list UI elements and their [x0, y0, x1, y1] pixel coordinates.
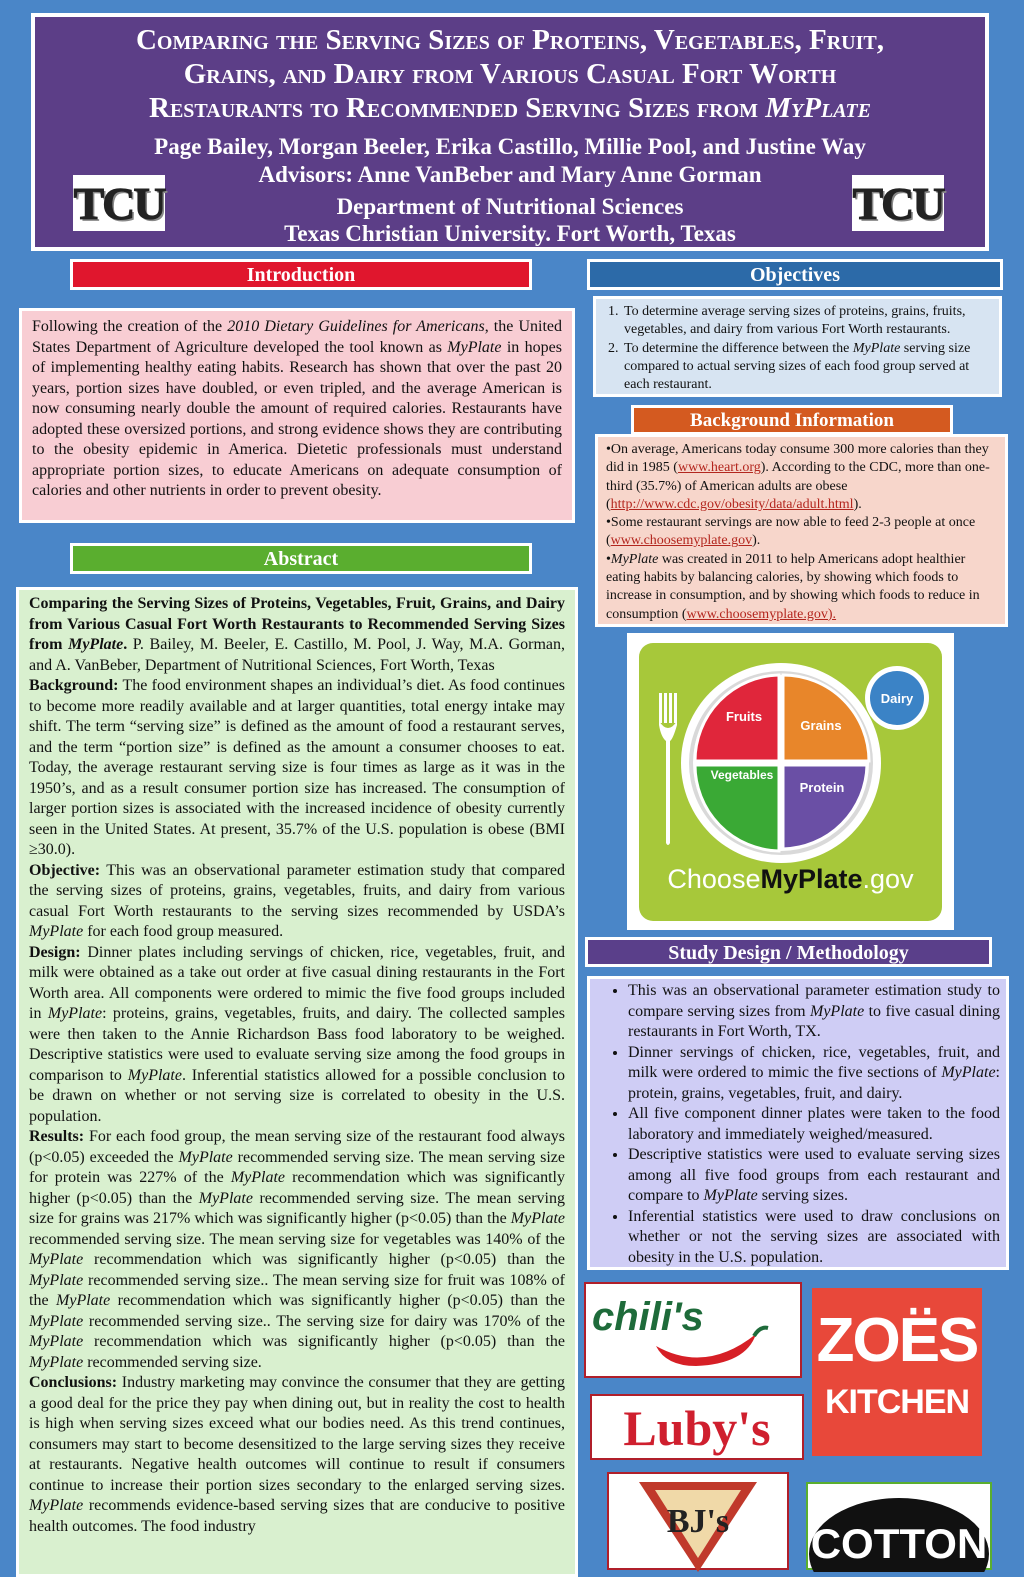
abstract-background: Background: The food environment shapes an individual’s diet. As food continues to become more readily available and at larger quantities, total energy intake may shift. The term “serving size” is defined as the amount of food a restaurant serves, and the term “portion size” is defined as the amount a consumer chooses to eat. Today, the average restaurant serving size is four times as large as it was in the 1950’s, and as a result consumer portion size has increased. The consumption of larger portion sizes is associated with the increased incidence of obesity currently seen in the United States. At present, 35.7% of the U.S. population is obese (BMI ≥30.0). — [29, 677, 565, 858]
study-item-5: • Inferential statistics were used to draw conclusions on whether or not the serving sizes are associated with obesity in the U.S. population. — [628, 1207, 1000, 1269]
authors: Page Bailey, Morgan Beeler, Erika Castillo, Millie Pool, and Justine Way — [154, 134, 866, 159]
title-line-2: Grains, and Dairy from Various Casual Fort Worth — [183, 58, 837, 90]
background-item-3: •MyPlate was created in 2011 to help Americans adopt healthier eating habits by balancing calories, by showing which foods to increase in consumption, and by showing which foods to reduce in consumption (www.choosemyplate.gov). — [606, 551, 980, 622]
poster-title — [65, 23, 955, 125]
title-line-1: Comparing the Serving Sizes of Proteins, Vegetables, Fruit, — [135, 24, 884, 56]
abstract-citation: Comparing the Serving Sizes of Proteins, Vegetables, Fruit, Grains, and Dairy from Various Casual Fort Worth Restaurants to Recommended Serving Sizes from MyPlate. P. Bailey, M. Beeler, E. Castillo, M. Pool, J. Way, M.A. Gorman, and A. VanBeber, Department of Nutritional Sciences, Fort Worth, Texas — [29, 595, 566, 674]
abstract-panel — [16, 587, 578, 1577]
abstract-conclusions: Conclusions: Industry marketing may convince the consumer that they are getting a good deal for the price they pay when dining out, but in reality the cost to health is high when serving sizes exceed what our bodies need. As this trend continues, consumers may start to become desensitized to the large serving sizes they receive at restaurants. Negative health outcomes will continue to result if consumers continue to increase their portion sizes secondary to the enlarged serving sizes. MyPlate recommends evidence-based serving sizes that are conducive to positive health outcomes. The food industry — [29, 1374, 565, 1535]
university: Texas Christian University. Fort Worth, Texas — [284, 221, 736, 246]
myplate-graphic — [627, 633, 954, 930]
label-protein: Protein — [799, 780, 845, 795]
cotton-logo-art — [808, 1484, 990, 1572]
introduction-heading: Introduction — [70, 259, 532, 290]
link-cdc[interactable]: http://www.cdc.gov/obesity/data/adult.html — [610, 496, 854, 512]
objectives-heading: Objectives — [587, 259, 1003, 290]
background-item-2: •Some restaurant servings are now able to feed 2-3 people at once (www.choosemyplate.gov). — [606, 515, 976, 549]
title-line-3: Restaurants to Recommended Serving Sizes from — [149, 92, 759, 124]
cotton-text: COTTON — [810, 1520, 988, 1567]
objective-item-2: 2. To determine the difference between the MyPlate serving size compared to actual serving sizes of each food group served at each restaurant. — [622, 340, 993, 395]
introduction-text: Following the creation of the 2010 Dietary Guidelines for Americans, the United States Department of Agriculture developed the tool known as MyPlate in hopes of implementing healthy eating habits. Research has shown that over the past 20 years, portion sizes have doubled, or even tripled, and the average American is now consuming nearly double the amount of required calories. Restaurants have adopted these oversized portions, and strong evidence shows they are contributing to the obesity epidemic in America. Dietetic professionals must understand appropriate portion sizes, to educate Americans on adequate consumption of calories and other nutrients in order to prevent obesity. — [32, 318, 563, 499]
advisors: Advisors: Anne VanBeber and Mary Anne Gorman — [258, 162, 762, 187]
study-item-1: • This was an observational parameter estimation study to compare serving sizes from MyPlate to five casual dining restaurants in Fort Worth, TX. — [628, 981, 1000, 1043]
chilis-text: chili's — [592, 1295, 704, 1339]
abstract-heading: Abstract — [70, 543, 532, 574]
label-dairy: Dairy — [880, 691, 914, 706]
study-item-3: • All five component dinner plates were taken to the food laboratory and immediately weighed/measured. — [628, 1104, 1000, 1145]
bjs-logo-art — [609, 1474, 787, 1572]
zoes-text: ZOËS — [816, 1306, 978, 1375]
lubys-logo — [590, 1394, 804, 1460]
study-design-heading: Study Design / Methodology — [585, 937, 992, 967]
chilis-logo-art — [586, 1284, 800, 1376]
chilis-logo — [584, 1282, 802, 1378]
background-heading: Background Information — [631, 405, 953, 435]
link-choosemyplate-1[interactable]: www.choosemyplate.gov — [610, 533, 753, 549]
study-design-list — [596, 981, 1000, 1268]
bjs-text: BJ's — [666, 1503, 730, 1540]
fork-icon — [659, 693, 677, 845]
abstract-design: Design: Dinner plates including servings of chicken, rice, vegetables, fruit, and milk were obtained as a take out order at five casual dining restaurants in the Fort Worth area. All components were ordered to mimic the five food groups included in MyPlate: proteins, grains, vegetables, fruits, and dairy. The collected samples were then taken to the Annie Richardson Bass food laboratory to be weighed. Descriptive statistics were used to evaluate serving size among the food groups in comparison to MyPlate. Inferential statistics allowed for a possible conclusion to be drawn on whether or not serving size is correlated to obesity in the U.S. population. — [29, 943, 565, 1125]
kitchen-text: KITCHEN — [824, 1383, 970, 1421]
introduction-panel — [19, 308, 575, 523]
title-myplate: MyPlate — [765, 92, 871, 124]
myplate-background — [639, 643, 942, 921]
study-item-2: • Dinner servings of chicken, rice, vegetables, fruit, and milk were ordered to mimic the five sections of MyPlate: protein, grains, vegetables, fruit, and dairy. — [628, 1043, 1000, 1105]
zoes-kitchen-logo — [812, 1288, 982, 1456]
lubys-text: Luby's — [623, 1400, 771, 1456]
poster-header — [31, 13, 989, 251]
link-heart-org[interactable]: www.heart.org — [677, 460, 761, 476]
background-item-1: •On average, Americans today consume 300 more calories than they did in 1985 (www.heart.org). According to the CDC, more than one-third (35.7%) of American adults are obese (http://www.cdc.gov/obesity/data/adult.html). — [606, 442, 990, 512]
objective-item-1: 1. To determine average serving sizes of proteins, grains, fruits, vegetables, and dairy from various Fort Worth restaurants. — [622, 303, 993, 340]
abstract-objective: Objective: This was an observational parameter estimation study that compared the serving sizes of proteins, grains, vegetables, fruits, and dairy from various casual Fort Worth restaurants to the serving sizes recommended by USDA’s MyPlate for each food group measured. — [29, 861, 565, 940]
tcu-logo-left: TCU — [73, 175, 165, 231]
study-design-panel — [587, 976, 1009, 1270]
label-vegetables: Vegetables — [710, 768, 774, 782]
bjs-logo — [607, 1472, 789, 1570]
cotton-patch-logo — [806, 1482, 992, 1570]
link-choosemyplate-2[interactable]: www.choosemyplate.gov). — [686, 606, 837, 622]
protein-section — [783, 765, 867, 849]
study-item-4: • Descriptive statistics were used to evaluate serving sizes among all five food groups from each restaurant and compare to MyPlate serving sizes. — [628, 1145, 1000, 1207]
tcu-logo-right: TCU — [852, 175, 944, 231]
label-fruits: Fruits — [725, 709, 763, 724]
objectives-list — [602, 303, 993, 394]
department: Department of Nutritional Sciences — [336, 194, 684, 219]
background-panel — [595, 434, 1008, 627]
abstract-results: Results: For each food group, the mean serving size of the restaurant food always (p<0.05) exceeded the MyPlate recommended serving size. The mean serving size for protein was 227% of the MyPlate recommendation which was significantly higher (p<0.05) than the MyPlate recommended serving size. The mean serving size for grains was 217% which was significantly higher (p<0.05) than the MyPlate recommended serving size. The mean serving size for vegetables was 140% of the MyPlate recommendation which was significantly higher (p<0.05) than the MyPlate recommended serving size.. The mean serving size for fruit was 108% of the MyPlate recommendation which was significantly higher (p<0.05) than the MyPlate recommended serving size.. The serving size for dairy was 170% of the MyPlate recommendation which was significantly higher (p<0.05) than the MyPlate recommended serving size. — [29, 1128, 566, 1371]
label-grains: Grains — [800, 718, 842, 733]
objectives-panel — [593, 296, 1002, 397]
myplate-caption: ChooseMyPlate.gov — [667, 864, 914, 894]
